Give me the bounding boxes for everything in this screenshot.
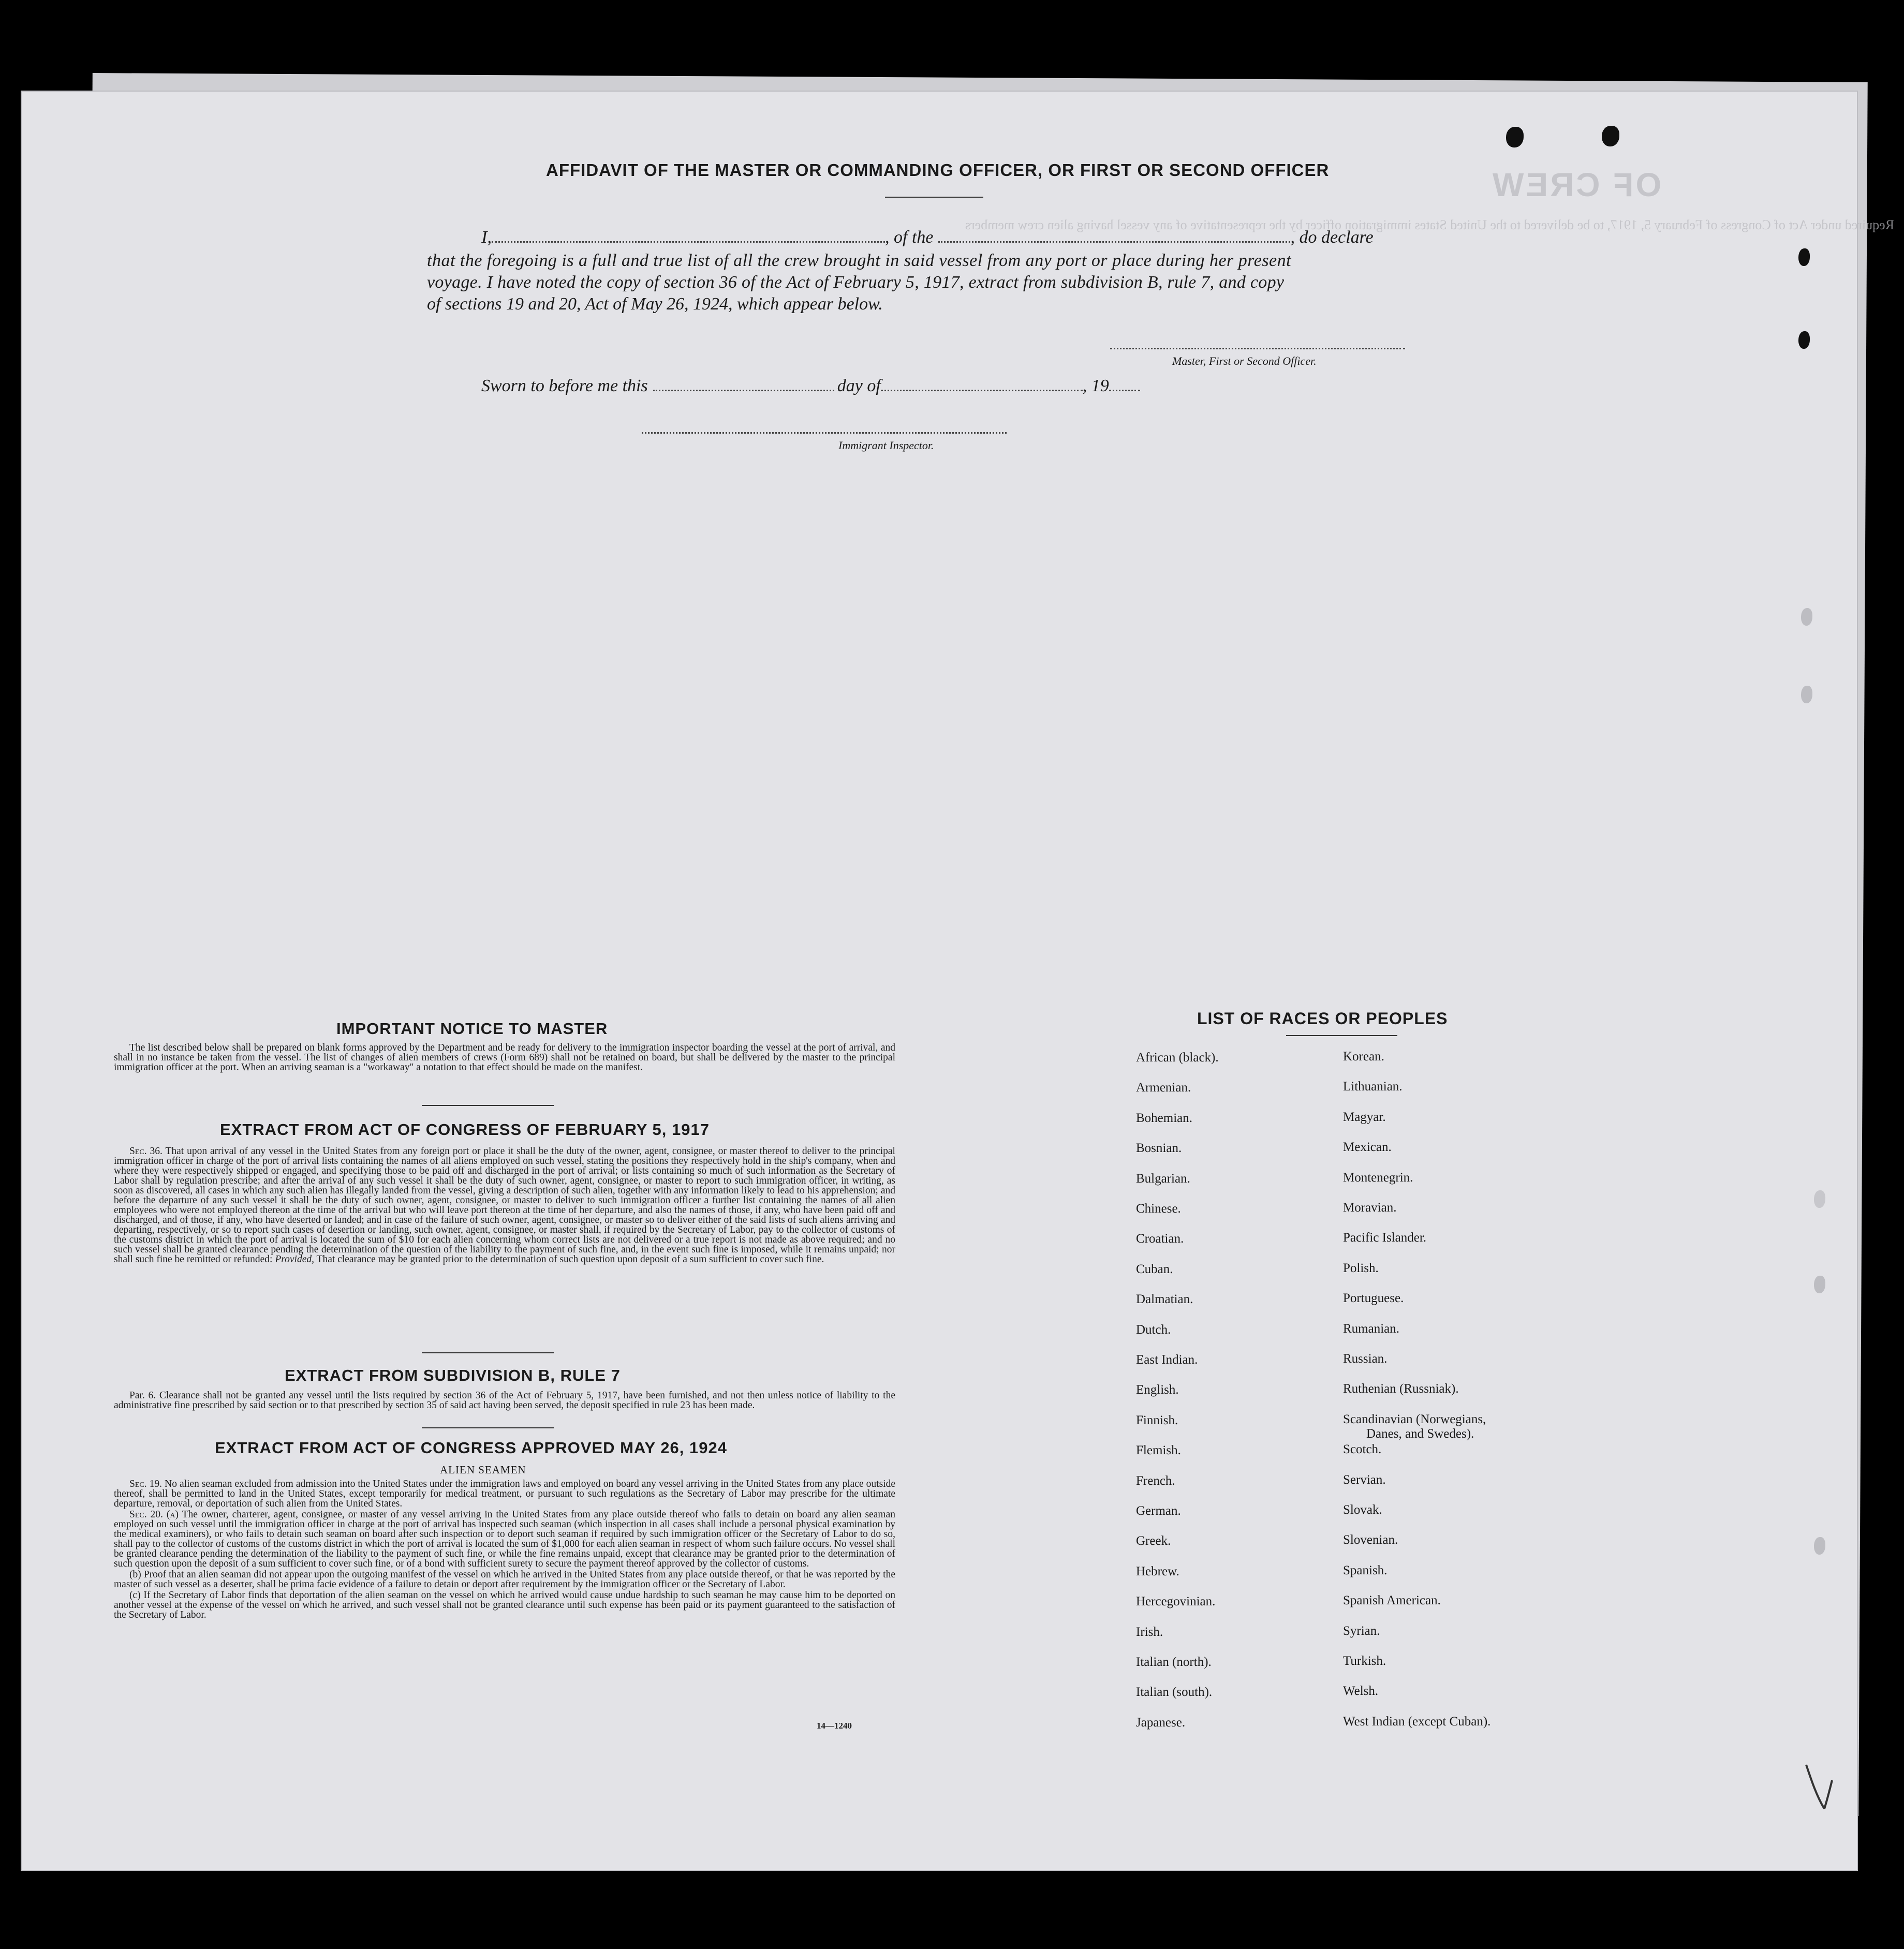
race-item: Polish.	[1343, 1261, 1379, 1275]
race-item: Finnish.	[1136, 1413, 1178, 1427]
sworn-text: day of	[837, 376, 881, 395]
race-item: Rumanian.	[1343, 1322, 1400, 1336]
race-item: Korean.	[1343, 1050, 1384, 1064]
affidavit-line-3: voyage. I have noted the copy of section 36 of the Act of February 5, 1917, extract from subdivision B, rule 7, and copy	[427, 273, 1285, 292]
race-item: Servian.	[1343, 1473, 1386, 1487]
race-item: Cuban.	[1136, 1262, 1173, 1276]
extract-1917-title: EXTRACT FROM ACT OF CONGRESS OF FEBRUARY 5, 1917	[220, 1120, 710, 1139]
race-item: Portuguese.	[1343, 1291, 1404, 1305]
section-label: Sec. 36.	[129, 1146, 163, 1157]
race-item-continuation: Danes, and Swedes).	[1366, 1427, 1474, 1441]
section-text: That clearance may be granted prior to the determination of such question upon deposit of a sum sufficient to cover such fine.	[316, 1254, 824, 1265]
race-item: Chinese.	[1136, 1202, 1181, 1216]
section-text: (c) If the Secretary of Labor finds that deportation of the alien seaman on the vessel on which he arrived would cause undue hardship to such seaman he may cause him to be deported on another vessel at the expense of the vessel on which he arrived, and such vessel shall not be granted clearance until such expense has been paid or its payment guaranteed to the satisfaction of the Secretary of Labor.	[114, 1590, 895, 1620]
affidavit-title: AFFIDAVIT OF THE MASTER OR COMMANDING OFFICER, OR FIRST OR SECOND OFFICER	[546, 160, 1330, 180]
bleed-through-heading: OF CREW	[1490, 166, 1662, 203]
inspector-caption: Immigrant Inspector.	[838, 439, 934, 452]
race-item: Dalmatian.	[1136, 1292, 1193, 1306]
handwritten-mark	[1801, 1760, 1842, 1817]
race-item: Croatian.	[1136, 1232, 1184, 1246]
section-text: No alien seaman excluded from admission into the United States under the immigration laws and employed on board any vessel arriving in the United States from any place outside thereof, shall be permitted to land in the United States, except temporarily for medical treatment, or pursuant to such regulations as the Secretary of Labor may prescribe for the ultimate departure, removal, or deportation of such alien from the United States.	[114, 1479, 896, 1509]
race-item: Japanese.	[1136, 1716, 1186, 1730]
affidavit-text: , do declare	[1290, 228, 1374, 247]
rule-7-text: Par. 6. Clearance shall not be granted any vessel until the lists required by section 36 of the Act of February 5, 1917, have been furnished, and not then unless notice of liability to the administrative fine prescribed by said section or to that prescribed by section 35 of said act having been served, the deposit specified in rule 23 has been made.	[114, 1390, 895, 1411]
race-item: Bosnian.	[1136, 1141, 1182, 1155]
race-item: Spanish American.	[1343, 1593, 1441, 1607]
race-item: Russian.	[1343, 1352, 1388, 1366]
rule-7-title: EXTRACT FROM SUBDIVISION B, RULE 7	[285, 1366, 621, 1384]
sworn-text: , 19	[1082, 376, 1109, 395]
alien-seamen-subtitle: ALIEN SEAMEN	[440, 1464, 526, 1476]
race-item: Turkish.	[1343, 1654, 1386, 1668]
race-item: Montenegrin.	[1343, 1171, 1413, 1185]
affidavit-text: , of the	[885, 228, 934, 247]
master-caption: Master, First or Second Officer.	[1172, 355, 1317, 367]
race-item: Slovak.	[1343, 1503, 1382, 1517]
race-item: Armenian.	[1136, 1081, 1191, 1095]
race-item: Italian (south).	[1136, 1685, 1213, 1699]
section-text: (b) Proof that an alien seaman did not appear upon the outgoing manifest of the vessel on which he arrived in the United States from any place outside thereof, or that he was reported by the master of such vessel as a deserter, shall be prima facie evidence of a failure to detain or deport after requirement by the immigration officer or the Secretary of Labor.	[114, 1569, 895, 1590]
race-item: Mexican.	[1343, 1140, 1392, 1154]
race-item: Bohemian.	[1136, 1111, 1193, 1125]
race-item: Dutch.	[1136, 1323, 1171, 1337]
race-item: Scandinavian (Norwegians,	[1343, 1412, 1486, 1426]
race-item: Slovenian.	[1343, 1533, 1398, 1547]
section-text: That upon arrival of any vessel in the United States from any foreign port or place it shall be the duty of the owner, agent, consignee, or master thereof to deliver to the principal immigration officer in charge of the port of arrival lists containing the names of all aliens employed on such vessel, stating the positions they respectively hold in the ship's company, when and where they were respectively shipped or engaged, and specifying those to be paid off and discharged in the port of arrival; or lists containing so much of such information as the Secretary of Labor shall by regulation prescribe; and after the arrival of any such vessel it shall be the duty of such owner, agent, consignee, or master to report to such immigration officer, in writing, as soon as discovered, all cases in which any such alien has illegally landed from the vessel, giving a description of such alien, together with any information likely to lead to his apprehension; and before the departure of any such vessel it shall be the duty of such owner, agent, consignee, or master to deliver to such immigration officer a further list containing the names of all alien employees who were not employed thereon at the time of the arrival but who will leave port thereon at the time of her departure, and also the names of those, if any, who have been paid off and discharged, and of those, if any, who have deserted or landed; and in case of the failure of such owner, agent, consignee, or master so to deliver either of the said lists of such aliens arriving and departing, respectively, or so to report such cases of desertion or landing, such owner, agent, consignee, or master shall, if required by the Secretary of Labor, pay to the collector of customs of the customs district in which the port of arrival is located the sum of $10 for each alien concerning whom correct lists are not delivered or a true report is not made as above required; and no such vessel shall be granted clearance pending the determination of the question of the liability to the payment of such fine, and, in the event such fine is imposed, while it remains unpaid; nor shall such fine be remitted or refunded:	[114, 1146, 895, 1265]
race-item: Ruthenian (Russniak).	[1343, 1382, 1459, 1396]
bleed-through-text: Required under Act of Congress of February 5, 1917, to be delivered to the United States immigration officer by the representative of any vessel having alien crew members	[965, 217, 1894, 232]
race-item: Bulgarian.	[1136, 1172, 1190, 1186]
affidavit-line-2: that the foregoing is a full and true list of all the crew brought in said vessel from any port or place during her present	[427, 251, 1292, 270]
affidavit-line-4: of sections 19 and 20, Act of May 26, 1924, which appear below.	[427, 294, 883, 314]
affidavit-text: I,	[481, 228, 492, 247]
race-item: Magyar.	[1343, 1110, 1386, 1124]
race-item: Hercegovinian.	[1136, 1594, 1216, 1608]
race-item: West Indian (except Cuban).	[1343, 1715, 1491, 1729]
race-item: Italian (north).	[1136, 1655, 1212, 1669]
notice-title: IMPORTANT NOTICE TO MASTER	[336, 1020, 608, 1038]
race-item: Pacific Islander.	[1343, 1231, 1427, 1245]
race-item: Scotch.	[1343, 1442, 1382, 1456]
notice-text: The list described below shall be prepared on blank forms approved by the Department and be ready for delivery to the immigration inspector boarding the vessel at the port of arrival, and shall in no instance be taken from the vessel. The list of changes of alien members of crews (Form 689) shall not be retained on board, but shall be delivered by the master to the principal immigration officer at the port. When an arriving seaman is a "workaway" a notation to that effect should be made on the manifest.	[114, 1042, 895, 1073]
form-number: 14—1240	[817, 1721, 852, 1731]
races-list	[21, 91, 1858, 1871]
extract-1924-title: EXTRACT FROM ACT OF CONGRESS APPROVED MAY 26, 1924	[215, 1439, 727, 1457]
section-label: Sec. 20. (a)	[129, 1509, 179, 1520]
race-item: Hebrew.	[1136, 1564, 1179, 1578]
race-item: East Indian.	[1136, 1353, 1198, 1367]
race-item: German.	[1136, 1504, 1181, 1518]
sworn-text: Sworn to before me this	[481, 376, 648, 395]
race-item: English.	[1136, 1383, 1179, 1397]
document-page	[21, 91, 1894, 1871]
race-item: Greek.	[1136, 1534, 1171, 1548]
race-item: Spanish.	[1343, 1563, 1388, 1577]
section-label: Sec. 19.	[129, 1479, 163, 1489]
race-item: Lithuanian.	[1343, 1080, 1403, 1094]
section-text: The owner, charterer, agent, consignee, or master of any vessel arriving in the United States from any place outside thereof who fails to detain on board any alien seaman employed on such vessel until the immigration officer in charge at the port of arrival has inspected such seaman (which inspection in all cases shall include a personal physical examination by the medical examiners), or who fails to detain such seaman on board after such inspection or to deport such seaman if required by such immigration officer or the Secretary of Labor to do so, shall pay to the collector of customs of the customs district in which the port of arrival is located the sum of $1,000 for each alien seaman in respect of whom such failure occurs. No vessel shall be granted clearance pending the determination of the liability to the payment of such fine, or while the fine remains unpaid, except that clearance may be granted prior to the determination of such question upon the deposit of a sum sufficient to cover such fine, or of a bond with sufficient surety to secure the payment thereof approved by the collector of customs.	[114, 1509, 895, 1569]
provided-text: Provided,	[275, 1254, 314, 1265]
race-item: African (black).	[1136, 1051, 1219, 1065]
race-item: Syrian.	[1343, 1624, 1380, 1638]
race-item: Irish.	[1136, 1625, 1163, 1639]
race-item: French.	[1136, 1474, 1175, 1488]
races-title: LIST OF RACES OR PEOPLES	[1197, 1009, 1448, 1028]
race-item: Welsh.	[1343, 1684, 1379, 1698]
race-item: Flemish.	[1136, 1443, 1181, 1457]
race-item: Moravian.	[1343, 1201, 1397, 1215]
